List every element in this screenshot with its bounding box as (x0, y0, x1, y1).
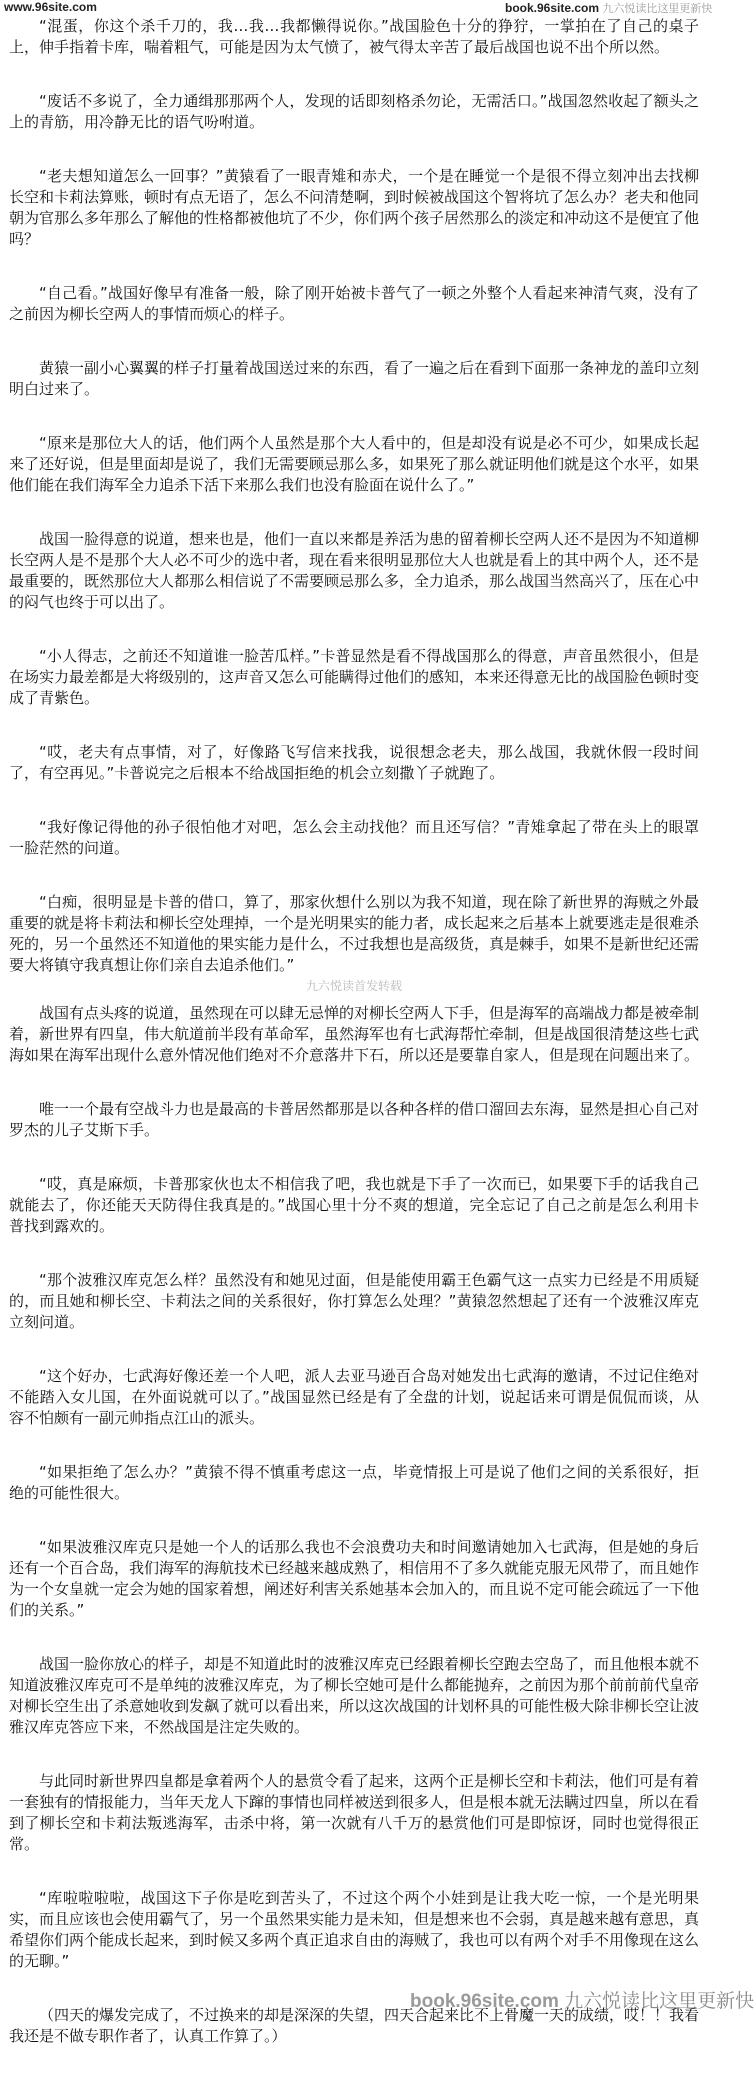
paragraph: 唯一一个最有空战斗力也是最高的卡普居然都那是以各种各样的借口溜回去东海，显然是担心自己对罗杰的儿子艾斯下手。 (9, 1100, 700, 1139)
paragraph: “哎，真是麻烦，卡普那家伙也太不相信我了吧，我也就是下手了一次而已，如果要下手的话我自己就能去了，你还能天天防得住我真是的。”战国心里十分不爽的想道，完全忘记了自己之前是怎么利用卡普找到露欢的。 (9, 1175, 699, 1235)
site-tagline: 九六悦读比这里更新快 (602, 3, 713, 15)
paragraph: 战国有点头疼的说道，虽然现在可以肆无忌惮的对柳长空两人下手，但是海军的高端战力都是被牵制着，新世界有四皇，伟大航道前半段有革命军，虽然海军也有七武海帮忙牵制，但是战国很清楚这些七武海如果在海军出现什么意外情况他们绝对不介意落井下石，所以还是要靠自家人，但是现在问题出来了。 (9, 1004, 700, 1064)
paragraph: “老夫想知道怎么一回事？”黄猿看了一眼青雉和赤犬，一个是在睡觉一个是很不得立刻冲出去找柳长空和卡莉法算账，顿时有点无语了，怎么不问清楚啊，到时候被战国这个智将坑了怎么办？老夫和他同朝为官那么多年那么了解他的性格都被他坑了不少，你们两个孩子居然那么的淡定和冲动这不是便宜了他吗？ (9, 167, 700, 248)
paragraph: 战国一脸你放心的样子，却是不知道此时的波雅汉库克已经跟着柳长空跑去空岛了，而且他根本就不知道波雅汉库克可不是单纯的波雅汉库克，为了柳长空她可是什么都能抛弃，之前因为那个前前前代皇帝对柳长空生出了杀意她收到发飙了就可以看出来，所以这次战国的计划杯具的可能性极大除非柳长空让波雅汉库克答应下来，不然战国是注定失败的。 (9, 1655, 700, 1736)
paragraph: 与此同时新世界四皇都是拿着两个人的悬赏令看了起来，这两个正是柳长空和卡莉法，他们可是有着一套独有的情报能力，当年天龙人下蹿的事情也同样被送到很多人，但是根本就无法瞒过四皇，所以在看到了柳长空和卡莉法叛逃海军，击杀中将，第一次就有八千万的悬赏他们可是即惊讶，同时也觉得很正常。 (9, 1772, 700, 1853)
site-domain: book.96site.com (505, 1, 600, 15)
paragraph: 黄猿一副小心翼翼的样子打量着战国送过来的东西，看了一遍之后在看到下面那一条神龙的盖印立刻明白过来了。 (9, 359, 700, 398)
paragraph: 战国一脸得意的说道，想来也是，他们一直以来都是养活为患的留着柳长空两人还不是因为不知道柳长空两人是不是那个大人必不可少的选中者，现在看来很明显那位大人也就是看上的其中两个人，还不是最重要的，既然那位大人都那么相信说了不需要顾忌那么多，全力追杀，那么战国当然高兴了，压在心中的闷气也终于可以出了。 (9, 530, 700, 611)
paragraph: “小人得志，之前还不知道谁一脸苦瓜样。”卡普显然是看不得战国那么的得意，声音虽然很小，但是在场实力最差都是大将级别的，这声音又怎么可能瞒得过他们的感知，本来还得意无比的战国脸色顿时变成了青紫色。 (9, 647, 700, 707)
paragraph: “如果波雅汉库克只是她一个人的话那么我也不会浪费功夫和时间邀请她加入七武海，但是她的身后还有一个百合岛，我们海军的海航技术已经越来越成熟了，相信用不了多久就能克服无风带了，而且她作为一个女皇就一定会为她的国家着想，阐述好利害关系她基本会加入的，而且说不定可能会疏远了一下他们的关系。” (9, 1538, 700, 1619)
paragraph: “这个好办，七武海好像还差一个人吧，派人去亚马逊百合岛对她发出七武海的邀请，不过记住绝对不能踏入女儿国，在外面说就可以了。”战国显然已经是有了全盘的计划，说起话来可谓是侃侃而谈，从容不怕颇有一副元帅指点江山的派头。 (9, 1367, 699, 1427)
footer-tagline: 九六悦读比这里更新快 (564, 1991, 754, 2012)
author-note: （四天的爆发完成了，不过换来的却是深深的失望，四天合起来比不上骨魔一天的成绩，哎！！我看我还是不做专职作者了，认真工作算了。） (9, 2006, 700, 2045)
paragraph: “白痴，很明显是卡普的借口，算了，那家伙想什么别以为我不知道，现在除了新世界的海贼之外最重要的就是将卡莉法和柳长空处理掉，一个是光明果实的能力者，成长起来之后基本上就要逃走是很难杀死的，另一个虽然还不知道他的果实能力是什么，不过我想也是高级货，真是棘手，如果不是新世纪还需要大将镇守我真想让你们亲自去追杀他们。” (9, 893, 700, 974)
paragraph: “混蛋，你这个杀千刀的，我…我…我都懒得说你。”战国脸色十分的狰狞，一掌拍在了自己的桌子上，伸手指着卡库，喘着粗气，可能是因为太气愤了，被气得太辛苦了最后战国也说不出个所以然。 (9, 17, 699, 56)
paragraph: “自己看。”战国好像早有准备一般，除了刚开始被卡普气了一顿之外整个人看起来神清气爽，没有了之前因为柳长空两人的事情而烦心的样子。 (9, 284, 699, 323)
chapter-body (9, 16, 699, 2080)
site-url-header: www.96site.com (4, 0, 97, 14)
paragraph: “那个波雅汉库克怎么样？虽然没有和她见过面，但是能使用霸王色霸气这一点实力已经是不用质疑的，而且她和柳长空、卡莉法之间的关系很好，你打算怎么处理？”黄猿忽然想起了还有一个波雅汉库克立刻问道。 (9, 1271, 699, 1331)
paragraph: “原来是那位大人的话，他们两个人虽然是那个大人看中的，但是却没有说是必不可少，如果成长起来了还好说，但是里面却是说了，我们无需要顾忌那么多，如果死了那么就证明他们就是这个水平，如果他们能在我们海军全力追杀下活下来那么我们也没有脸面在说什么了。” (9, 434, 700, 494)
site-footer (410, 1986, 754, 2013)
paragraph: “库啦啦啦啦，战国这下子你是吃到苦头了，不过这个两个小娃到是让我大吃一惊，一个是光明果实，而且应该也会使用霸气了，另一个虽然果实能力是未知，但是想来也不会弱，真是越来越有意思，真希望你们两个能成长起来，到时候又多两个真正追求自由的海贼了，我也可以有两个对手不用像现在这么的无聊。” (9, 1889, 700, 1970)
paragraph: “我好像记得他的孙子很怕他才对吧，怎么会主动找他？而且还写信？”青雉拿起了带在头上的眼罩一脸茫然的问道。 (9, 818, 699, 857)
paragraph: “废话不多说了，全力通缉那那两个人，发现的话即刻格杀勿论，无需活口。”战国忽然收起了额头之上的青筋，用冷静无比的语气吩咐道。 (9, 92, 699, 131)
footer-domain: book.96site.com (410, 1991, 559, 2012)
site-banner-header (505, 0, 713, 16)
watermark-text: 九六悦读首发转载 (305, 979, 402, 993)
paragraph: “哎，老夫有点事情，对了，好像路飞写信来找我，说很想念老夫，那么战国，我就休假一段时间了，有空再见。”卡普说完之后根本不给战国拒绝的机会立刻撒丫子就跑了。 (9, 743, 699, 782)
paragraph: “如果拒绝了怎么办？”黄猿不得不慎重考虑这一点，毕竟情报上可是说了他们之间的关系很好，拒绝的可能性很大。 (9, 1463, 699, 1502)
